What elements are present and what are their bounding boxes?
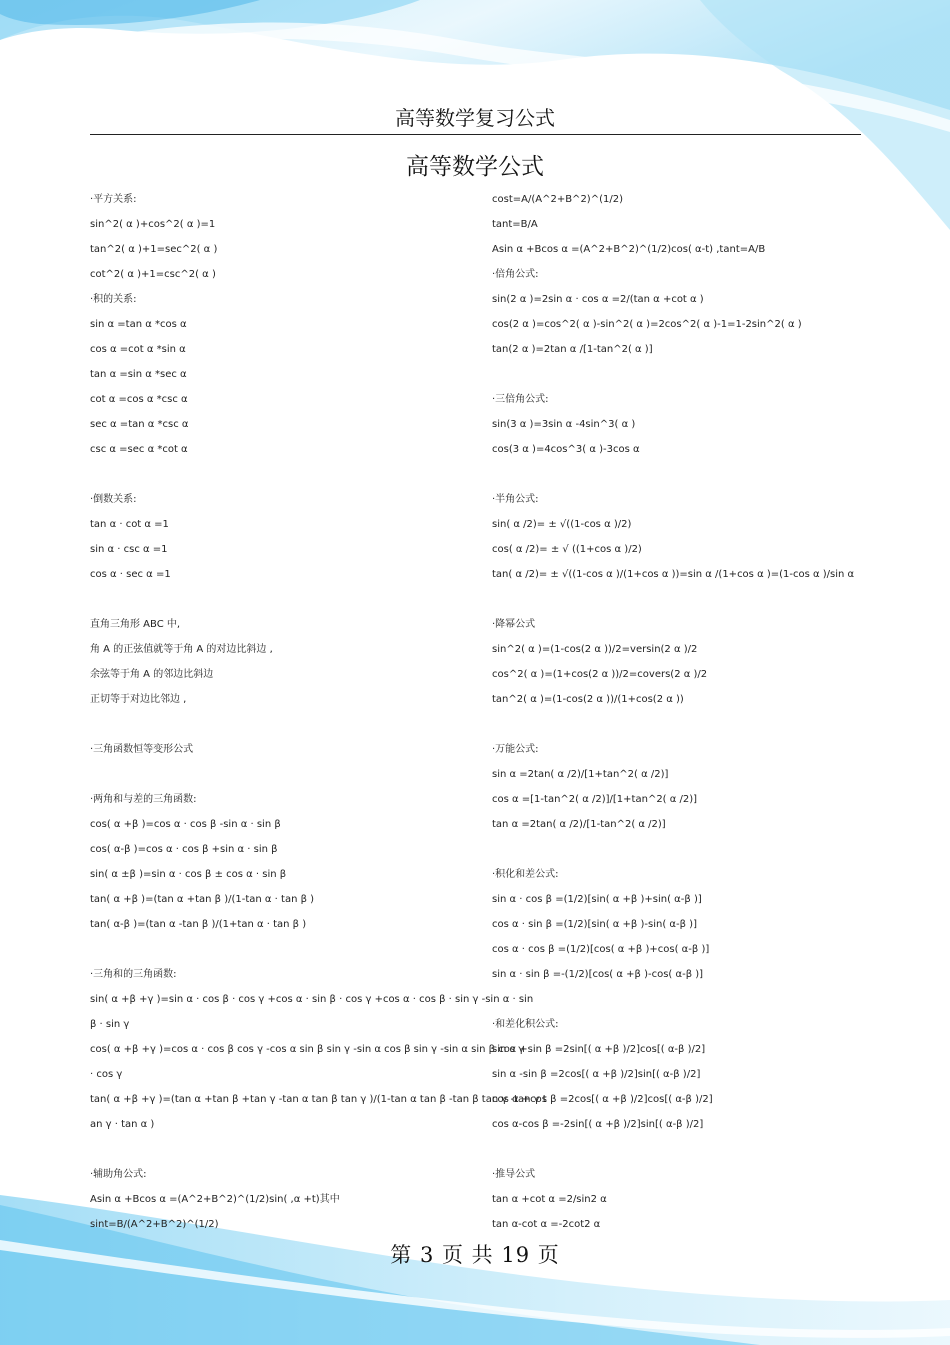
section-heading: ·积化和差公式: [492,869,559,880]
blank-line [90,718,485,743]
formula-line: sin( α ±β )=sin α · cos β ± cos α · sin β [90,869,287,880]
blank-line [492,718,882,743]
section-heading: ·平方关系: [90,194,137,205]
blank-line [492,993,882,1018]
section-heading: ·积的关系: [90,294,137,305]
section-heading: ·倒数关系: [90,494,137,505]
formula-line: sin α · cos β =(1/2)[sin( α +β )+sin( α-β )] [492,894,702,905]
formula-line: cot α =cos α *csc α [90,394,188,405]
formula-line: sin α -sin β =2cos[( α +β )/2]sin[( α-β )/2] [492,1069,701,1080]
section-heading: ·倍角公式: [492,269,539,280]
formula-line: cos α · sec α =1 [90,569,171,580]
formula-line: sin(2 α )=2sin α · cos α =2/(tan α +cot α ) [492,294,704,305]
right-formula-column [492,193,882,1243]
formula-line: cos(2 α )=cos^2( α )-sin^2( α )=2cos^2( α )-1=1-2sin^2( α ) [492,319,802,330]
formula-line: 余弦等于角 A 的邻边比斜边 [90,669,214,680]
formula-line: tan( α +β )=(tan α +tan β )/(1-tan α · tan β ) [90,894,315,905]
formula-line: cos^2( α )=(1+cos(2 α ))/2=covers(2 α )/2 [492,669,708,680]
formula-line: cos α · cos β =(1/2)[cos( α +β )+cos( α-β )] [492,944,710,955]
formula-line: cos α =[1-tan^2( α /2)]/[1+tan^2( α /2)] [492,794,698,805]
formula-line: sin α · csc α =1 [90,544,168,555]
formula-line: tan α · cot α =1 [90,519,169,530]
formula-line: tant=B/A [492,219,538,230]
section-heading: · cos γ [90,1069,123,1080]
formula-line: sin^2( α )+cos^2( α )=1 [90,219,216,230]
section-heading: ·降幂公式 [492,619,536,630]
section-heading: ·三角和的三角函数: [90,969,177,980]
blank-line [90,1143,485,1168]
formula-line: Asin α +Bcos α =(A^2+B^2)^(1/2)sin( ,α +t)其中 [90,1194,340,1205]
formula-line: tan α-cot α =-2cot2 α [492,1219,601,1230]
formula-line: cos α · sin β =(1/2)[sin( α +β )-sin( α-β )] [492,919,697,930]
section-heading: ·两角和与差的三角函数: [90,794,197,805]
formula-line: β · sin γ [90,1019,130,1030]
section-heading: ·半角公式: [492,494,539,505]
section-heading: ·和差化积公式: [492,1019,559,1030]
formula-line: 直角三角形 ABC 中, [90,619,181,630]
formula-line: tan α =2tan( α /2)/[1-tan^2( α /2)] [492,819,666,830]
formula-line: cos( α /2)= ± √ ((1+cos α )/2) [492,544,642,555]
formula-line: tan( α /2)= ± √((1-cos α )/(1+cos α ))=sin α /(1+cos α )=(1-cos α )/sin α [492,569,855,580]
formula-line: cos α =cot α *sin α [90,344,186,355]
section-heading: ·推导公式 [492,1169,536,1180]
formula-line: 角 A 的正弦值就等于角 A 的对边比斜边 , [90,644,273,655]
formula-line: cot^2( α )+1=csc^2( α ) [90,269,216,280]
formula-line: sin α · sin β =-(1/2)[cos( α +β )-cos( α-β )] [492,969,704,980]
blank-line [492,1143,882,1168]
formula-line: sin^2( α )=(1-cos(2 α ))/2=versin(2 α )/2 [492,644,698,655]
formula-line: tan^2( α )=(1-cos(2 α ))/(1+cos(2 α )) [492,694,684,705]
formula-line: 正切等于对边比邻边 , [90,694,187,705]
blank-line [90,468,485,493]
blank-line [492,593,882,618]
formula-line: cos α-cos β =-2sin[( α +β )/2]sin[( α-β )/2] [492,1119,704,1130]
header-divider [90,134,861,135]
formula-line: tan α =sin α *sec α [90,369,187,380]
formula-line: Asin α +Bcos α =(A^2+B^2)^(1/2)cos( α-t) ,tant=A/B [492,244,766,255]
page-title: 高等数学公式 [406,154,544,180]
formula-line: tan( α +β +γ )=(tan α +tan β +tan γ -tan α tan β tan γ )/(1-tan α tan β -tan β tan γ -tan γ t [90,1094,547,1105]
formula-line: tan α +cot α =2/sin2 α [492,1194,607,1205]
blank-line [90,768,485,793]
formula-line: tan(2 α )=2tan α /[1-tan^2( α )] [492,344,653,355]
page-number-footer: 第 3 页 共 19 页 [390,1243,560,1267]
formula-line: cos( α +β )=cos α · cos β -sin α · sin β [90,819,281,830]
blank-line [492,368,882,393]
section-heading: ·三角函数恒等变形公式 [90,744,194,755]
formula-line: sin( α +β +γ )=sin α · cos β · cos γ +cos α · sin β · cos γ +cos α · cos β · sin γ -sin α · sin [90,994,534,1005]
section-heading: ·辅助角公式: [90,1169,147,1180]
formula-line: cos(3 α )=4cos^3( α )-3cos α [492,444,640,455]
running-header: 高等数学复习公式 [395,106,555,130]
formula-line: sin α =2tan( α /2)/[1+tan^2( α /2)] [492,769,669,780]
section-heading: ·万能公式: [492,744,539,755]
formula-line: sin( α /2)= ± √((1-cos α )/2) [492,519,632,530]
formula-line: an γ · tan α ) [90,1119,155,1130]
formula-line: cos( α-β )=cos α · cos β +sin α · sin β [90,844,278,855]
formula-line: tan( α-β )=(tan α -tan β )/(1+tan α · tan β ) [90,919,307,930]
formula-line: csc α =sec α *cot α [90,444,188,455]
formula-line: cos α +cos β =2cos[( α +β )/2]cos[( α-β )/2] [492,1094,713,1105]
blank-line [90,943,485,968]
formula-line: sec α =tan α *csc α [90,419,189,430]
formula-line: sin α +sin β =2sin[( α +β )/2]cos[( α-β )/2] [492,1044,706,1055]
formula-line: cos( α +β +γ )=cos α · cos β cos γ -cos α sin β sin γ -sin α cos β sin γ -sin α sin β cos γ [90,1044,525,1055]
formula-line: sin(3 α )=3sin α -4sin^3( α ) [492,419,636,430]
formula-line: tan^2( α )+1=sec^2( α ) [90,244,218,255]
section-heading: ·三倍角公式: [492,394,549,405]
blank-line [90,593,485,618]
blank-line [492,468,882,493]
blank-line [492,843,882,868]
formula-line: sint=B/(A^2+B^2)^(1/2) [90,1219,219,1230]
formula-line: sin α =tan α *cos α [90,319,187,330]
formula-line: cost=A/(A^2+B^2)^(1/2) [492,194,623,205]
